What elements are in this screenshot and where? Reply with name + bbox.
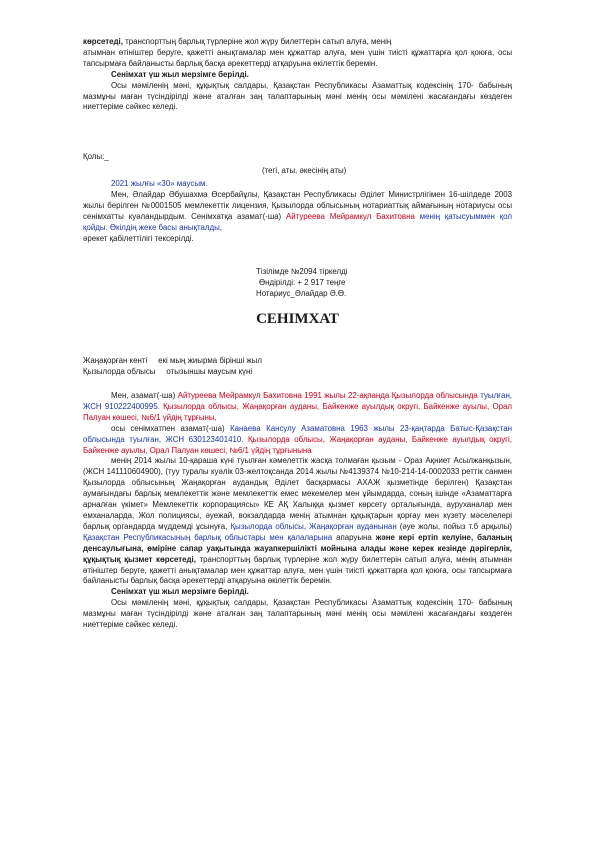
place-line-2: Қызылорда облысы отызыншы маусым күні [83, 366, 253, 376]
principal-paragraph [83, 391, 512, 424]
notary-date: 2021 жылғы «30» маусым. [111, 179, 208, 188]
place-date [83, 356, 512, 378]
p1-iin: туылған, ЖСН 910222400995. [83, 391, 512, 411]
notary-text [83, 190, 512, 245]
agent-paragraph [83, 424, 512, 457]
p1-intro: Мен, азамат(-ша) [111, 391, 178, 400]
top-line-1: транспорттың барлық түрлеріне жол жүру билеттерін сатып алуға, менің [122, 37, 392, 46]
registry-notary: Нотариус_Әлайдар Ә.Ө. [256, 288, 347, 298]
p3-tail: транспорттың барлық түрлеріне жол жүру билеттерін сатып алуға, менің атымнан өтініштер беруге, қажетті анықтамалар мен құжаттар алуға, мен үшін тиісті құжаттарға қол қоюға, осы тапсырмаға байланысты барлық басқа әрекеттерді атқаруына өкілеттік беремін. [83, 554, 512, 586]
top-continuation [83, 37, 512, 113]
place-line-1: Жаңақорған кенті екі мың жиырма бірінші жыл [83, 356, 262, 365]
p3-connector: апаруына [332, 532, 376, 542]
power-paragraph [83, 456, 512, 587]
registry-fee: Өндірілді: + 2 917 теңге [259, 277, 346, 287]
p2-intro: осы сенімхатпен азамат(-ша) [111, 423, 231, 433]
principal-address: Қызылорда облысы, Жаңақорған ауданы, Байкенже ауылдық округі, Байкенже ауылы, Орал Палуан көшесі, №6/1 үйдің тұрғыны, [83, 401, 512, 422]
p3-transport: (әуе жолы, пойыз т.б арқылы) [396, 521, 512, 531]
top-bold-start: көрсетеді, [83, 37, 123, 46]
notary-text-3: әрекет қабілеттілігі тексерілді. [83, 233, 194, 243]
p3-origin: Қызылорда облысы, Жаңақорған ауданынан [230, 521, 397, 531]
registry-block [256, 267, 406, 300]
notary-text-1: Мен, Әлайдар Әбушахма Өсербайұлы, Қазақстан Республикасы Әділет Министрлігімен 16-шілдеде 2003 жылы берілген №0001505 мемлекеттік лицензия, Қызылорда облысының нотариаттық аймағының нотариусы осы сенімхатты куәландырдым. Сенімхатқа азамат(-ша) [83, 189, 512, 221]
notary-text-2: менің қатысуыммен қол қойды. Өкілдің жеке басы анықталды, [83, 211, 512, 232]
registry-number: Тізілімде №2094 тіркелді [256, 267, 348, 276]
body-meaning: Осы мәміленің мәні, құқықтық салдары, Қазақстан Республикасы Азаматтық кодексінің 170- бабының мазмұны маған түсіндірілді және аталған заң талаптарының мәні менің осы мәмілені жасағандағы көздеген ниеттеріме сәйкес келеді. [83, 598, 512, 630]
top-paragraph [83, 37, 512, 70]
document-title: СЕНІМХАТ [256, 311, 339, 327]
top-term: Сенімхат үш жыл мерзімге берілді. [111, 69, 249, 79]
top-line-2: атымнан өтініштер беруге, қажетті анықтамалар мен құжаттар алуға, мен үшін тиісті құжаттарға қол қоюға, осы тапсырмаға байланысты барлық басқа әрекеттерді атқаруына өкілеттік беремін. [83, 47, 512, 68]
p3-text: менің 2014 жылы 10-қараша күні туылған кәмелеттік жасқа толмаған қызым - Ораз Ақниет Асылжанқызын, (ЖСН 141110604900), (туу туралы куәлік 03-желтоқсанда 2014 жылы №4139374 №10-214-14-0002033 реттік санмен Қызылорда облысының Жаңақорған аудандық Әділет басқармасы АХАЖ қызметінде берілген) Қазақстан аумағындағы барлық мемлекеттік және мемлекеттік емес мекемелер мен ұйымдарда, соның ішінде «Азаматтарға арналған үкімет» Мемлекеттік корпорациясы» КЕ АҚ Халыққа қызмет көрсету орталығында, ауруханалар мен емханаларда, Жол полициясы, әуежай, вокзалдарда менің атымнан құқықтарын қорғау мен күзету мәселелері барлық органдарда мүддемді ұсынуға, [83, 456, 512, 531]
p3-bold: және кері ертіп келуіне, баланың денсаулығына, өміріне сапар уақытында жауапкершілікті мойнына алады және керек кезінде дәрігерлік, құқықтық қызмет көрсетеді, [83, 532, 513, 564]
body-term: Сенімхат үш жыл мерзімге берілді. [111, 587, 249, 597]
top-meaning: Осы мәміленің мәні, құқықтық салдары, Қазақстан Республикасы Азаматтық кодексінің 170- бабының мазмұны маған түсіндірілді және аталған заң талаптарының мәні менің осы мәмілені жасағандағы көздеген ниеттеріме сәйкес келеді. [83, 80, 512, 112]
main-body [83, 391, 512, 631]
p3-destination: Қазақстан Республикасының барлық облыстары мен қалаларына [83, 532, 333, 542]
signature-label: Қолы:_ [83, 152, 109, 161]
agent-address: Қызылорда облысы, Жаңақорған ауданы, Байкенже ауылдық округі, Байкенже ауылы, Орал Палуан көшесі, №6/1 үйдің тұрғынына [83, 434, 512, 455]
notary-client-name: Айтуреева Мейрамкул Бахитовна [286, 211, 415, 221]
signature-line [83, 152, 512, 163]
fio-caption [262, 166, 382, 177]
notary-certification [83, 179, 512, 244]
fio-text: (тегі, аты, әкесінің аты) [262, 166, 347, 175]
agent-name: Канаева Кансулу Азаматовна 1963 жылы 23-қаңтарда Батыс-Қазақстан облысында туылған, ЖСН 630123401410. [83, 423, 512, 444]
principal-name: Айтуреева Мейрамкул Бахитовна 1991 жылы 22-ақпанда Қызылорда облысында [177, 391, 478, 400]
